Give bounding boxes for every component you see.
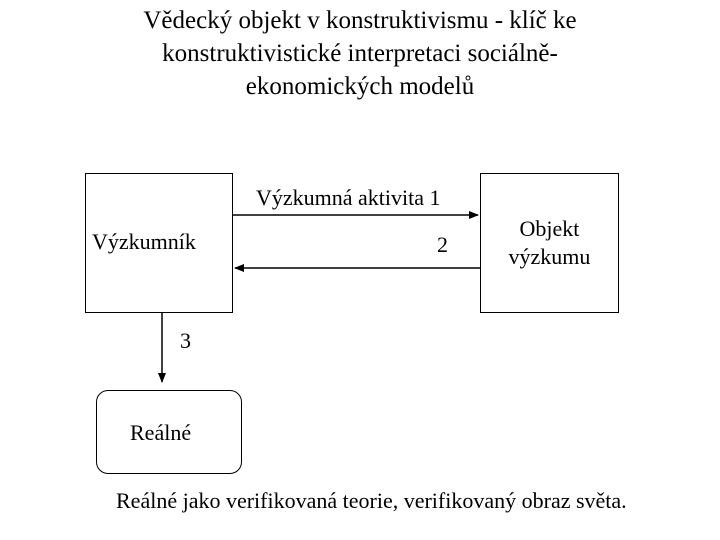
activity-arrow-label: Výzkumná aktivita 1 bbox=[256, 185, 441, 210]
down-arrow-label: 3 bbox=[180, 328, 191, 353]
research-object-label bbox=[480, 215, 619, 271]
footnote: Reálné jako verifikovaná teorie, verifikovaný obraz světa. bbox=[116, 488, 627, 513]
title-line-1: Vědecký objekt v konstruktivismu - klíč ke bbox=[143, 7, 577, 34]
research-object-label-line-2: výzkumu bbox=[508, 244, 591, 269]
researcher-label: Výzkumník bbox=[92, 229, 196, 254]
return-arrow-label: 2 bbox=[437, 232, 448, 257]
real-label: Reálné bbox=[130, 420, 192, 445]
title-line-2: konstruktivistické interpretaci sociálně- bbox=[162, 40, 558, 67]
research-object-label-line-1: Objekt bbox=[519, 216, 580, 241]
title-line-3: ekonomických modelů bbox=[245, 73, 475, 100]
